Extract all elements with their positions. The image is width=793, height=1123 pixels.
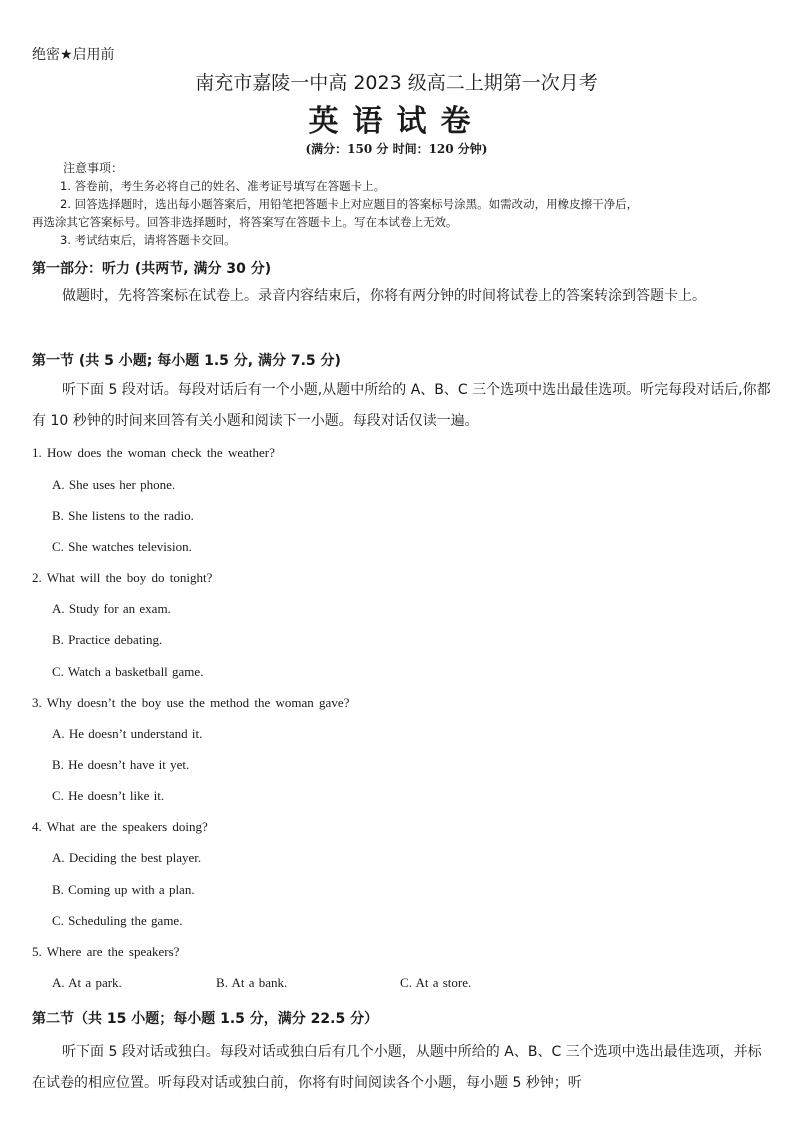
option: B. He doesn’t have it yet. — [52, 757, 190, 772]
question: 1. How does the woman check the weather? — [32, 445, 275, 460]
option: C. Scheduling the game. — [52, 913, 183, 928]
part1-instruction: 做题时，先将答案标在试卷上。录音内容结束后，你将有两分钟的时间将试卷上的答案转涂到答题卡上。 — [62, 288, 706, 304]
option: C. At a store. — [400, 975, 472, 990]
question: 3. Why doesn’t the boy use the method the woman gave? — [32, 695, 350, 710]
section1-instruction: 听下面 5 段对话。每段对话后有一个小题,从题中所给的 A、B、C 三个选项中选出最佳选项。听完每段对话后,你都有 10 秒钟的时间来回答有关小题和阅读下一小题。每段对话仅读一遍。 — [32, 382, 771, 429]
note-item: 3. 考试结束后，请将答题卡交回。 — [60, 233, 236, 247]
option: A. Deciding the best player. — [52, 850, 202, 865]
exam-meta: (满分：150 分 时间：120 分钟) — [305, 142, 488, 156]
option: C. Watch a basketball game. — [52, 664, 204, 679]
section2-instruction: 听下面 5 段对话或独白。每段对话或独白后有几个小题，从题中所给的 A、B、C 三个选项中选出最佳选项，并标在试卷的相应位置。听每段对话或独白前，你将有时间阅读各个小题，每小题 5 秒钟；听 — [32, 1044, 762, 1091]
option: A. She uses her phone. — [52, 477, 176, 492]
notes-title: 注意事项： — [63, 161, 124, 175]
option: B. She listens to the radio. — [52, 508, 194, 523]
subject-title: 英语试卷 — [308, 104, 485, 139]
option: B. At a bank. — [216, 975, 288, 990]
question: 2. What will the boy do tonight? — [32, 570, 213, 585]
option: C. She watches television. — [52, 539, 192, 554]
option: B. Practice debating. — [52, 632, 163, 647]
option: A. Study for an exam. — [52, 601, 171, 616]
confidential-label: 绝密★启用前 — [32, 47, 115, 63]
option: A. He doesn’t understand it. — [52, 726, 203, 741]
part1-title: 第一部分：听力 (共两节, 满分 30 分) — [32, 261, 272, 277]
option: A. At a park. — [52, 975, 122, 990]
section2-title: 第二节（共 15 小题；每小题 1.5 分，满分 22.5 分） — [32, 1011, 379, 1027]
option: B. Coming up with a plan. — [52, 882, 195, 897]
question: 4. What are the speakers doing? — [32, 819, 208, 834]
question: 5. Where are the speakers? — [32, 944, 180, 959]
note-item: 再选涂其它答案标号。回答非选择题时，将答案写在答题卡上。写在本试卷上无效。 — [32, 215, 458, 229]
section1-title: 第一节 (共 5 小题; 每小题 1.5 分, 满分 7.5 分) — [32, 353, 341, 369]
option: C. He doesn’t like it. — [52, 788, 165, 803]
exam-title: 南充市嘉陵一中高 2023 级高二上期第一次月考 — [195, 72, 598, 94]
note-item: 1. 答卷前，考生务必将自己的姓名、准考证号填写在答题卡上。 — [60, 179, 386, 193]
note-item: 2. 回答选择题时，选出每小题答案后，用铅笔把答题卡上对应题目的答案标号涂黑。如需改动，用橡皮擦干净后， — [60, 197, 639, 211]
